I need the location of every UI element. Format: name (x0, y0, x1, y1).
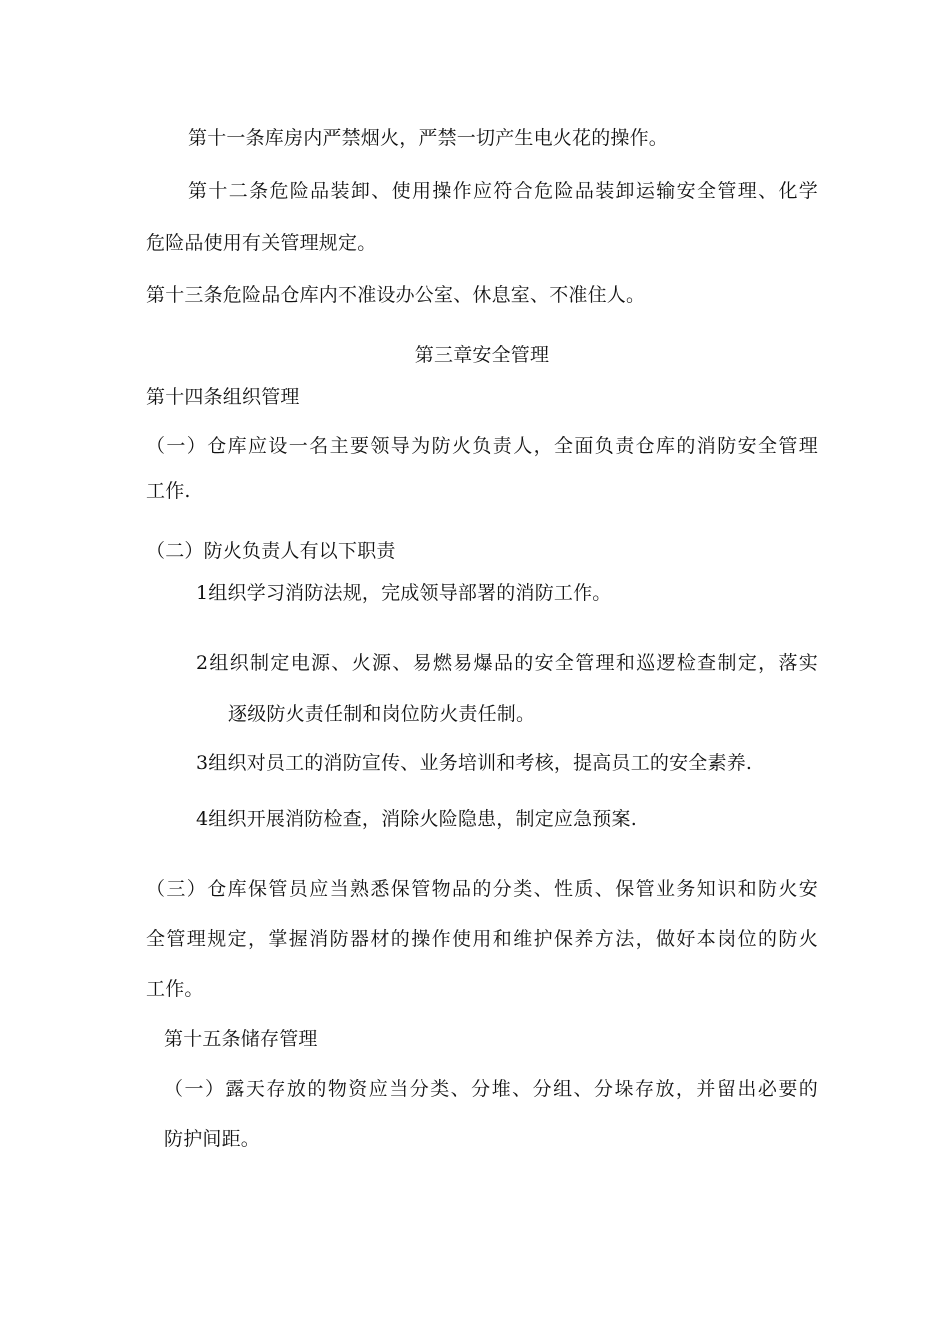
article-13: 第十三条危险品仓库内不准设办公室、休息室、不准住人。 (146, 284, 646, 306)
article-14-item-2-heading: （二）防火负责人有以下职责 (146, 540, 396, 562)
chapter-3-heading: 第三章安全管理 (414, 344, 550, 366)
article-14-heading: 第十四条组织管理 (146, 386, 300, 408)
duty-2-line-1: 2组织制定电源、火源、易燃易爆品的安全管理和巡逻检查制定，落实 (196, 652, 818, 674)
article-14-item-3-line-2: 全管理规定，掌握消防器材的操作使用和维护保养方法，做好本岗位的防火 (146, 928, 818, 950)
duty-3: 3组织对员工的消防宣传、业务培训和考核，提高员工的安全素养. (196, 752, 753, 774)
duty-1: 1组织学习消防法规，完成领导部署的消防工作。 (196, 582, 612, 604)
duty-4: 4组织开展消防检查，消除火险隐患，制定应急预案. (196, 808, 637, 830)
duty-2-line-2: 逐级防火责任制和岗位防火责任制。 (228, 703, 536, 725)
article-15-item-1-line-2: 防护间距。 (164, 1128, 261, 1150)
article-14-item-1-line-1: （一）仓库应设一名主要领导为防火负责人，全面负责仓库的消防安全管理 (146, 435, 818, 457)
article-11: 第十一条库房内严禁烟火，严禁一切产生电火花的操作。 (188, 127, 669, 149)
article-15-heading: 第十五条储存管理 (164, 1028, 318, 1050)
article-12-line-2: 危险品使用有关管理规定。 (146, 232, 377, 254)
article-12-line-1: 第十二条危险品装卸、使用操作应符合危险品装卸运输安全管理、化学 (188, 180, 818, 202)
article-14-item-1-line-2: 工作. (146, 480, 191, 502)
article-15-item-1-line-1: （一）露天存放的物资应当分类、分堆、分组、分垛存放，并留出必要的 (164, 1078, 818, 1100)
article-14-item-3-line-1: （三）仓库保管员应当熟悉保管物品的分类、性质、保管业务知识和防火安 (146, 878, 818, 900)
article-14-item-3-line-3: 工作。 (146, 978, 204, 1000)
